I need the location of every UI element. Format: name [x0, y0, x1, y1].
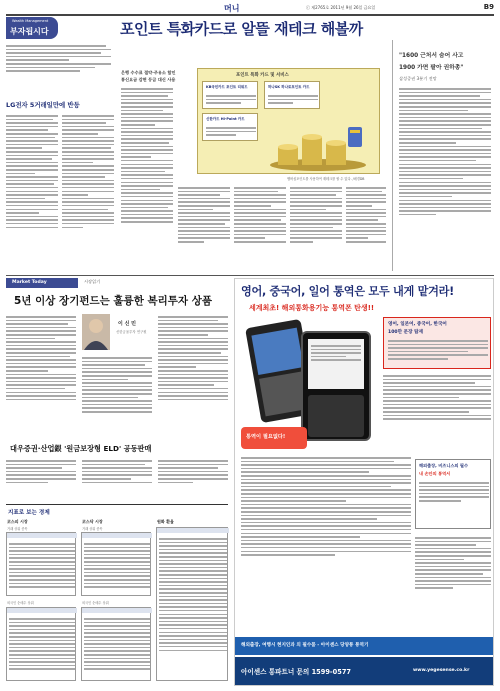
translator-ad — [234, 278, 494, 686]
ad-side-2: 내 손안의 통역서 — [419, 471, 451, 476]
sidebar-title-1: "1600 근처서 숨어 사고 — [399, 53, 464, 59]
infographic-caption: 멤버십포인트를 사용하여 재테크를 할 수 있다. /매경DB — [287, 177, 365, 181]
ad-body-2 — [241, 455, 411, 625]
kospi-table — [6, 532, 76, 596]
card-infographic — [197, 68, 380, 174]
sidebar-title-2: 1900 가면 팔아 권하총" — [399, 65, 464, 71]
columnist-name: 이 신 민 — [118, 321, 136, 327]
columnist-photo — [82, 314, 110, 350]
kospi-sub: 거래 상위 종목 — [7, 527, 28, 531]
kosdaq-sub-2: 외국인 순매수 상위 — [82, 601, 109, 605]
info-card-3-label: 하나SK 하나로포인트 카드 — [268, 85, 310, 89]
ad-headline: 영어, 중국어, 일어 통역은 모두 내게 맡겨라! — [241, 285, 454, 298]
avatar-icon — [82, 314, 110, 350]
info-card-1-label: KB국민카드 포인트 리워드 — [206, 85, 248, 89]
feature-deck-1: 은행 수수료 절약·주유소 할인 — [121, 70, 176, 75]
policy-body-2 — [82, 458, 152, 498]
fx-title: 원화 환율 — [157, 519, 174, 524]
lg-article-col2 — [62, 113, 114, 271]
sidebar-body — [399, 86, 491, 266]
ad-callout-text: 통역이 필요없다! — [246, 434, 286, 440]
brand-eng: Wealth Management — [12, 19, 49, 23]
ad-feature-box — [383, 317, 491, 369]
ad-bottom-bar — [235, 637, 494, 655]
kospi-panel — [6, 519, 76, 683]
coin-stack-icon — [258, 119, 376, 173]
market-today-label: Market Today — [12, 280, 47, 285]
column-body-3 — [158, 314, 228, 436]
kosdaq-title: 코스닥 시장 — [82, 519, 103, 524]
right-sidebar — [392, 40, 494, 271]
ad-body-3 — [415, 535, 491, 627]
kospi-table-2 — [6, 607, 76, 681]
fx-panel — [156, 519, 228, 683]
kospi-title: 코스피 시장 — [7, 519, 28, 524]
feature-body-4 — [234, 185, 286, 271]
lg-headline: LG전자 5거래일만에 반등 — [6, 101, 80, 109]
intro-text — [6, 43, 111, 93]
info-card-2 — [202, 113, 258, 141]
page-header — [6, 3, 494, 14]
column-tag: 시장읽기 — [84, 279, 101, 284]
ad-feature-2: 100만 문장 탑재 — [388, 330, 423, 335]
infographic-title: 포인트 특화 카드 및 서비스 — [236, 73, 289, 78]
feature-deck-2: 통신요금 감면 등급 대신 사용 — [121, 77, 176, 82]
ad-footer — [235, 657, 494, 686]
info-card-2-label: 신한카드 Hi-Point 카드 — [206, 117, 245, 121]
ad-feature-1: 영어, 일본어, 중국어, 한국어 — [388, 322, 447, 327]
phone-image-front — [301, 331, 371, 441]
columnist-role: 신한금융투자 연구원 — [116, 330, 147, 334]
feature-body-1 — [121, 86, 173, 271]
market-indicators — [6, 504, 228, 684]
wealth-brand — [6, 17, 58, 39]
policy-headline: 대우증권·산업銀 '원금보장형 ELD' 공동판매 — [10, 444, 152, 453]
column-body-2 — [82, 355, 152, 437]
ad-red-callout — [241, 427, 307, 449]
ad-contact[interactable]: 아이센스 통파트너 문의 1599-0577 — [241, 668, 352, 676]
kosdaq-panel — [81, 519, 151, 683]
feature-body-6 — [346, 185, 386, 271]
ad-body — [383, 373, 491, 453]
market-today-bar — [6, 278, 78, 288]
brand-kor: 부자됩시다 — [10, 27, 49, 36]
ad-url[interactable]: www.yegesense.co.kr — [413, 668, 470, 673]
feature-body-3 — [178, 185, 230, 271]
column-headline: 5년 이상 장기펀드는 훌륭한 복리투자 상품 — [14, 295, 213, 307]
section-name: 머니 — [224, 4, 240, 13]
ad-bottom-text-1: 해외출장, 여행시 현지인과 의 필수품 - 아이센스 당양통 통역기 — [241, 643, 369, 648]
policy-body-3 — [158, 458, 228, 498]
info-card-3 — [264, 81, 320, 109]
ad-subhead: 세계최초! 해외통화용기능 통역폰 탄생!! — [249, 304, 375, 312]
ad-side-box — [415, 459, 491, 529]
section-divider — [6, 275, 494, 276]
ad-side-1: 해외출장, 비즈니스의 필수 — [419, 463, 469, 468]
fx-table — [156, 527, 228, 681]
feature-headline: 포인트 특화카드로 알뜰 재테크 해볼까 — [120, 20, 363, 38]
column-body-1 — [6, 314, 76, 436]
coin-stack-illustration — [258, 119, 376, 173]
sidebar-subtitle: 삼성증권 3분기 전망 — [399, 76, 437, 81]
page-number: B9 — [483, 3, 494, 11]
info-card-1 — [202, 81, 258, 109]
kospi-sub-2: 외국인 순매수 상위 — [7, 601, 34, 605]
feature-body-5 — [290, 185, 342, 271]
policy-body-1 — [6, 458, 76, 498]
kosdaq-table-2 — [81, 607, 151, 681]
kosdaq-table — [81, 532, 151, 596]
kosdaq-sub: 거래 상위 종목 — [82, 527, 103, 531]
issue-meta: ⓒ 제2765호 2011년 9월 26일 금요일 — [306, 5, 376, 10]
market-headline: 지표로 보는 경제 — [8, 510, 50, 516]
lg-article — [6, 113, 58, 271]
